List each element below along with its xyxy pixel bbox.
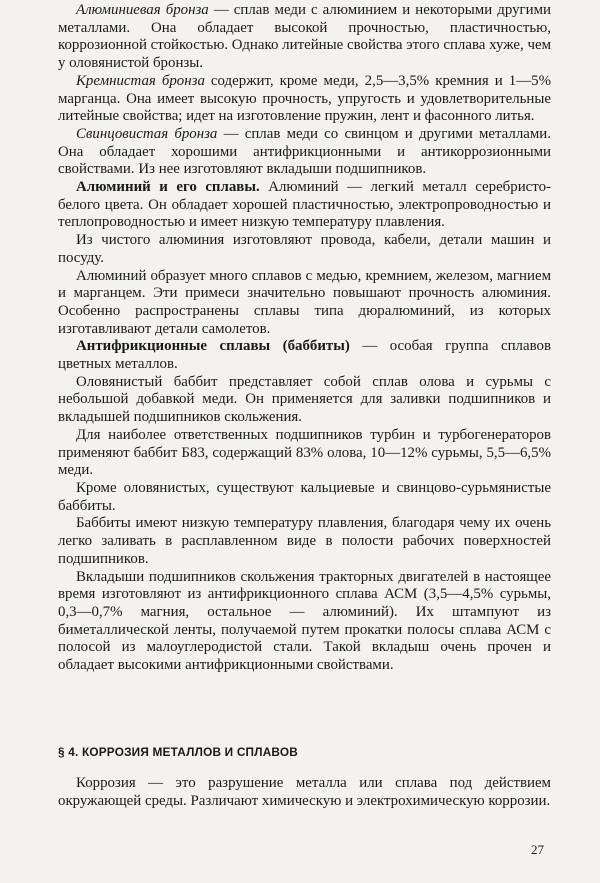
paragraph-text: — сплав меди со свинцом и другими металлами. Она обладает хорошими антифрикционными и антикоррозионными свойствами. Из нее изготовляют вкладыши подшипников.: [58, 125, 551, 178]
paragraph-aluminium: [58, 179, 551, 232]
paragraph-pure-aluminium: Из чистого алюминия изготовляют провода, кабели, детали машин и посуду.: [58, 232, 551, 266]
paragraph-silicon-bronze: [58, 73, 551, 126]
heading-antifriction: Антифрикционные сплавы (баббиты): [76, 338, 350, 355]
paragraph-aluminium-bronze: [58, 2, 551, 73]
paragraph-text: — сплав меди с алюминием и некоторыми другими металлами. Она обладает высокой прочностью, пластичностью, коррозионной стойкостью. Однако литейные свойства этого сплава хуже, чем у оловянистой бронзы.: [58, 2, 551, 72]
heading-aluminium: Алюминий и его сплавы.: [76, 179, 260, 196]
paragraph-text: содержит, кроме меди, 2,5—3,5% кремния и 1—5% марганца. Она имеет высокую прочность, упругость и удовлетворительные литейные свойства; идет на изготовление пружин, лент и фасонного литья.: [58, 72, 551, 125]
section-text: [58, 775, 551, 810]
paragraph-text: Алюминий — легкий металл серебристо-белого цвета. Он обладает хорошей пластичностью, электропроводностью и теплопроводностью и имеет низкую температуру плавления.: [58, 179, 551, 231]
paragraph-antifriction: [58, 338, 551, 373]
section-heading: § 4. КОРРОЗИЯ МЕТАЛЛОВ И СПЛАВОВ: [58, 745, 298, 759]
paragraph-b83: Для наиболее ответственных подшипников турбин и турбогенераторов применяют баббит Б83, содержащий 83% олова, 10—12% сурьмы, 5,5—6,5% меди.: [58, 426, 551, 479]
paragraph-aluminium-alloys: Алюминий образует много сплавов с медью, кремнием, железом, магнием и марганцем. Эти примеси значительно повышают прочность алюминия. Особенно распространены сплавы типа дюралюминий, из которых изготавливают детали самолетов.: [58, 267, 551, 337]
paragraph-other-babbitts: Кроме оловянистых, существуют кальциевые и свинцово-сурьмянистые баббиты.: [58, 479, 551, 514]
term-silicon-bronze: Кремнистая бронза: [76, 72, 205, 89]
term-lead-bronze: Свинцовистая бронза: [76, 125, 218, 142]
paragraph-lead-bronze: [58, 126, 551, 179]
paragraph-text: — особая группа сплавов цветных металлов.: [58, 338, 551, 373]
paragraph-corrosion: Коррозия — это разрушение металла или сплава под действием окружающей среды. Различают химическую и электрохимическую коррозии.: [58, 775, 551, 809]
paragraph-asm: Вкладыши подшипников скольжения тракторных двигателей в настоящее время изготовляют из антифрикционного сплава АСМ (3,5—4,5% сурьмы, 0,3—0,7% магния, остальное — алюминий). Их штампуют из биметаллической ленты, получаемой путем прокатки полосы сплава АСМ с полосой из малоуглеродистой стали. Такой вкладыш очень прочен и обладает высокими антифрикционными свойствами.: [58, 568, 551, 674]
paragraph-babbitt-melting: Баббиты имеют низкую температуру плавления, благодаря чему их очень легко заливать в расплавленном виде в полости рабочих поверхностей подшипников.: [58, 515, 551, 567]
page-number: 27: [531, 842, 544, 857]
main-text: [58, 2, 551, 675]
paragraph-tin-babbitt: Оловянистый баббит представляет собой сплав олова и сурьмы с небольшой добавкой меди. Он применяется для заливки подшипников и вкладышей подшипников скольжения.: [58, 373, 551, 426]
term-aluminium-bronze: Алюминиевая бронза: [76, 2, 209, 18]
